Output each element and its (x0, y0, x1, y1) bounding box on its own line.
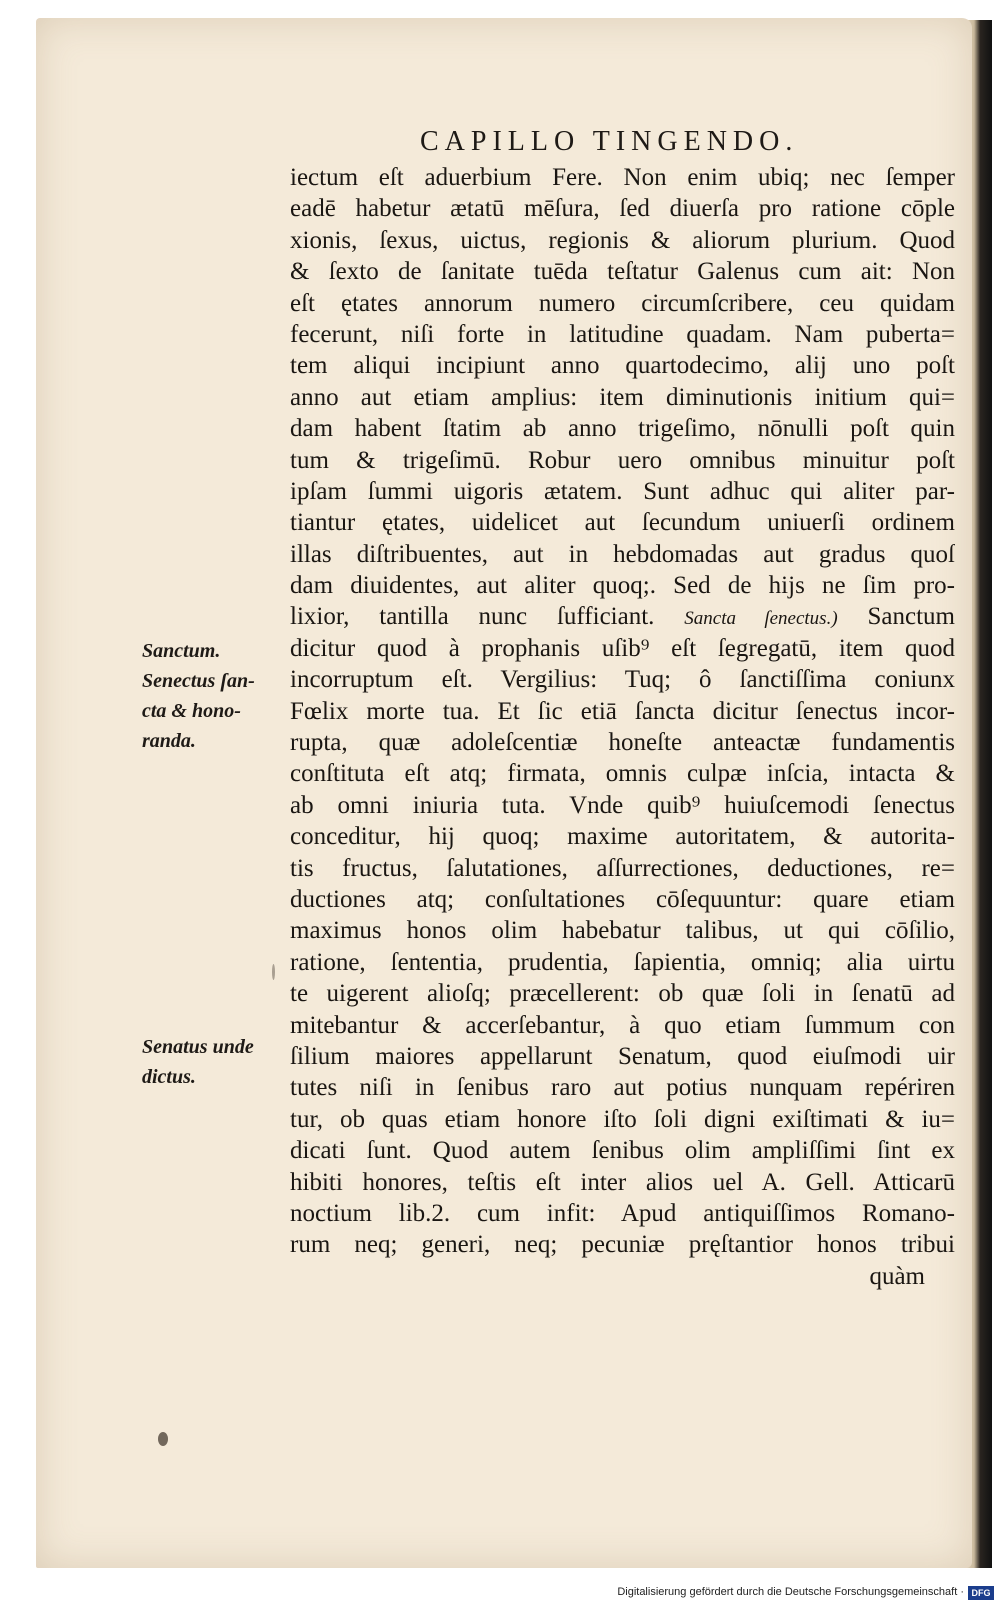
margin-note-sanctum (142, 636, 282, 756)
text-line-6: fecerunt, niſi forte in latitudine quadam. Nam puberta= (290, 320, 955, 348)
digitization-credit: Digitalisierung gefördert durch die Deutsche Forschungsgemeinschaft · (617, 1586, 964, 1598)
catchword: quàm (869, 1262, 925, 1290)
margin-note-line: Senectus ſan- (142, 670, 255, 692)
text-line-17: incorruptum eſt. Vergilius: Tuq; ô ſanctiſſima coniunx (290, 666, 955, 694)
text-line-29: ſilium maiores appellarunt Senatum, quod eiuſmodi uir (290, 1042, 955, 1070)
margin-note-line: Senatus unde (142, 1036, 254, 1058)
margin-note-line: cta & hono- (142, 700, 241, 722)
text-line-9: dam habent ſtatim ab anno trigeſimo, nōnulli poſt quin (290, 415, 955, 443)
text-line-32: dicati ſunt. Quod autem ſenibus olim ampliſſimi ſint ex (290, 1137, 955, 1165)
text-line-16: dicitur quod à prophanis uſib⁹ eſt ſegregatū, item quod (290, 634, 955, 662)
text-line-22: conceditur, hij quoq; maxime autoritatem, & autorita- (290, 823, 955, 851)
text-line-2: eadē habetur ætatū mēſura, ſed diuerſa pro ratione cōple (290, 195, 955, 223)
text-line-15 (290, 601, 955, 632)
text-line-4: & ſexto de ſanitate tuēda teſtatur Galenus cum ait: Non (290, 258, 955, 286)
ink-mark (272, 964, 275, 980)
text-line-27: te uigerent alioſq; præcellerent: ob quæ ſoli in ſenatū ad (290, 980, 955, 1008)
text-line-1: iectum eſt aduerbium Fere. Non enim ubiq; nec ſemper (290, 164, 955, 191)
text-line-33: hibiti honores, teſtis eſt inter alios uel A. Gell. Atticarū (290, 1168, 955, 1196)
body-text (290, 162, 955, 1292)
text-line-24: ductiones atq; conſultationes cōſequuntur: quare etiam (290, 885, 955, 913)
dfg-logo-icon: DFG (968, 1586, 994, 1600)
text-line-11: ipſam ſummi uigoris ætatem. Sunt adhuc qui aliter par- (290, 477, 955, 505)
text-line-25: maximus honos olim habebatur talibus, ut qui cōſilio, (290, 917, 955, 945)
margin-note-line: randa. (142, 730, 196, 752)
margin-note-senatus (142, 1032, 282, 1092)
text-line-21: ab omni iniuria tuta. Vnde quib⁹ huiuſcemodi ſenectus (290, 791, 955, 819)
text-line-34: noctium lib.2. cum infit: Apud antiquiſſimos Romano- (290, 1199, 955, 1227)
inline-marginal-note: Sancta ſenectus.) (684, 608, 838, 630)
text-line-35: rum neq; generi, neq; pecuniæ pręſtantior honos tribui (290, 1231, 955, 1259)
text-line-28: mitebantur & accerſebantur, à quo etiam ſummum con (290, 1011, 955, 1039)
text-line-26: ratione, ſententia, prudentia, ſapientia, omniq; alia uirtu (290, 948, 955, 976)
text-line-18: Fœlix morte tua. Et ſic etiā ſancta dicitur ſenectus incor- (290, 697, 955, 725)
text-line-15-end: Sanctum (867, 603, 955, 631)
text-line-30: tutes niſi in ſenibus raro aut potius nunquam repériren (290, 1074, 955, 1102)
text-line-31: tur, ob quas etiam honore iſto ſoli digni exiſtimati & iu= (290, 1105, 955, 1133)
text-line-14: dam diuidentes, aut aliter quoq;. Sed de hijs ne ſim pro- (290, 572, 955, 600)
text-line-15-start: lixior, tantilla nunc ſufficiant. (290, 603, 655, 631)
text-line-19: rupta, quæ adoleſcentiæ honeſte anteactæ fundamentis (290, 729, 955, 757)
text-line-13: illas diſtribuentes, aut in hebdomadas aut gradus quoſ (290, 540, 955, 568)
text-line-5: eſt ętates annorum numero circumſcribere, ceu quidam (290, 289, 955, 317)
margin-note-line: Sanctum. (142, 640, 221, 662)
text-line-3: xionis, ſexus, uictus, regionis & aliorum plurium. Quod (290, 226, 955, 254)
margin-note-line: dictus. (142, 1066, 196, 1088)
text-line-10: tum & trigeſimū. Robur uero omnibus minuitur poſt (290, 446, 955, 474)
text-line-20: conſtituta eſt atq; firmata, omnis culpæ inſcia, intacta & (290, 760, 955, 788)
running-head: CAPILLO TINGENDO. (420, 126, 799, 157)
text-line-8: anno aut etiam amplius: item diminutionis initium qui= (290, 383, 955, 411)
text-line-12: tiantur ętates, uidelicet aut ſecundum uniuerſi ordinem (290, 509, 955, 537)
ink-smudge (158, 1432, 168, 1446)
text-line-7: tem aliqui incipiunt anno quartodecimo, alij uno poſt (290, 352, 955, 380)
text-line-23: tis fructus, ſalutationes, aſſurrectiones, deductiones, re= (290, 854, 955, 882)
